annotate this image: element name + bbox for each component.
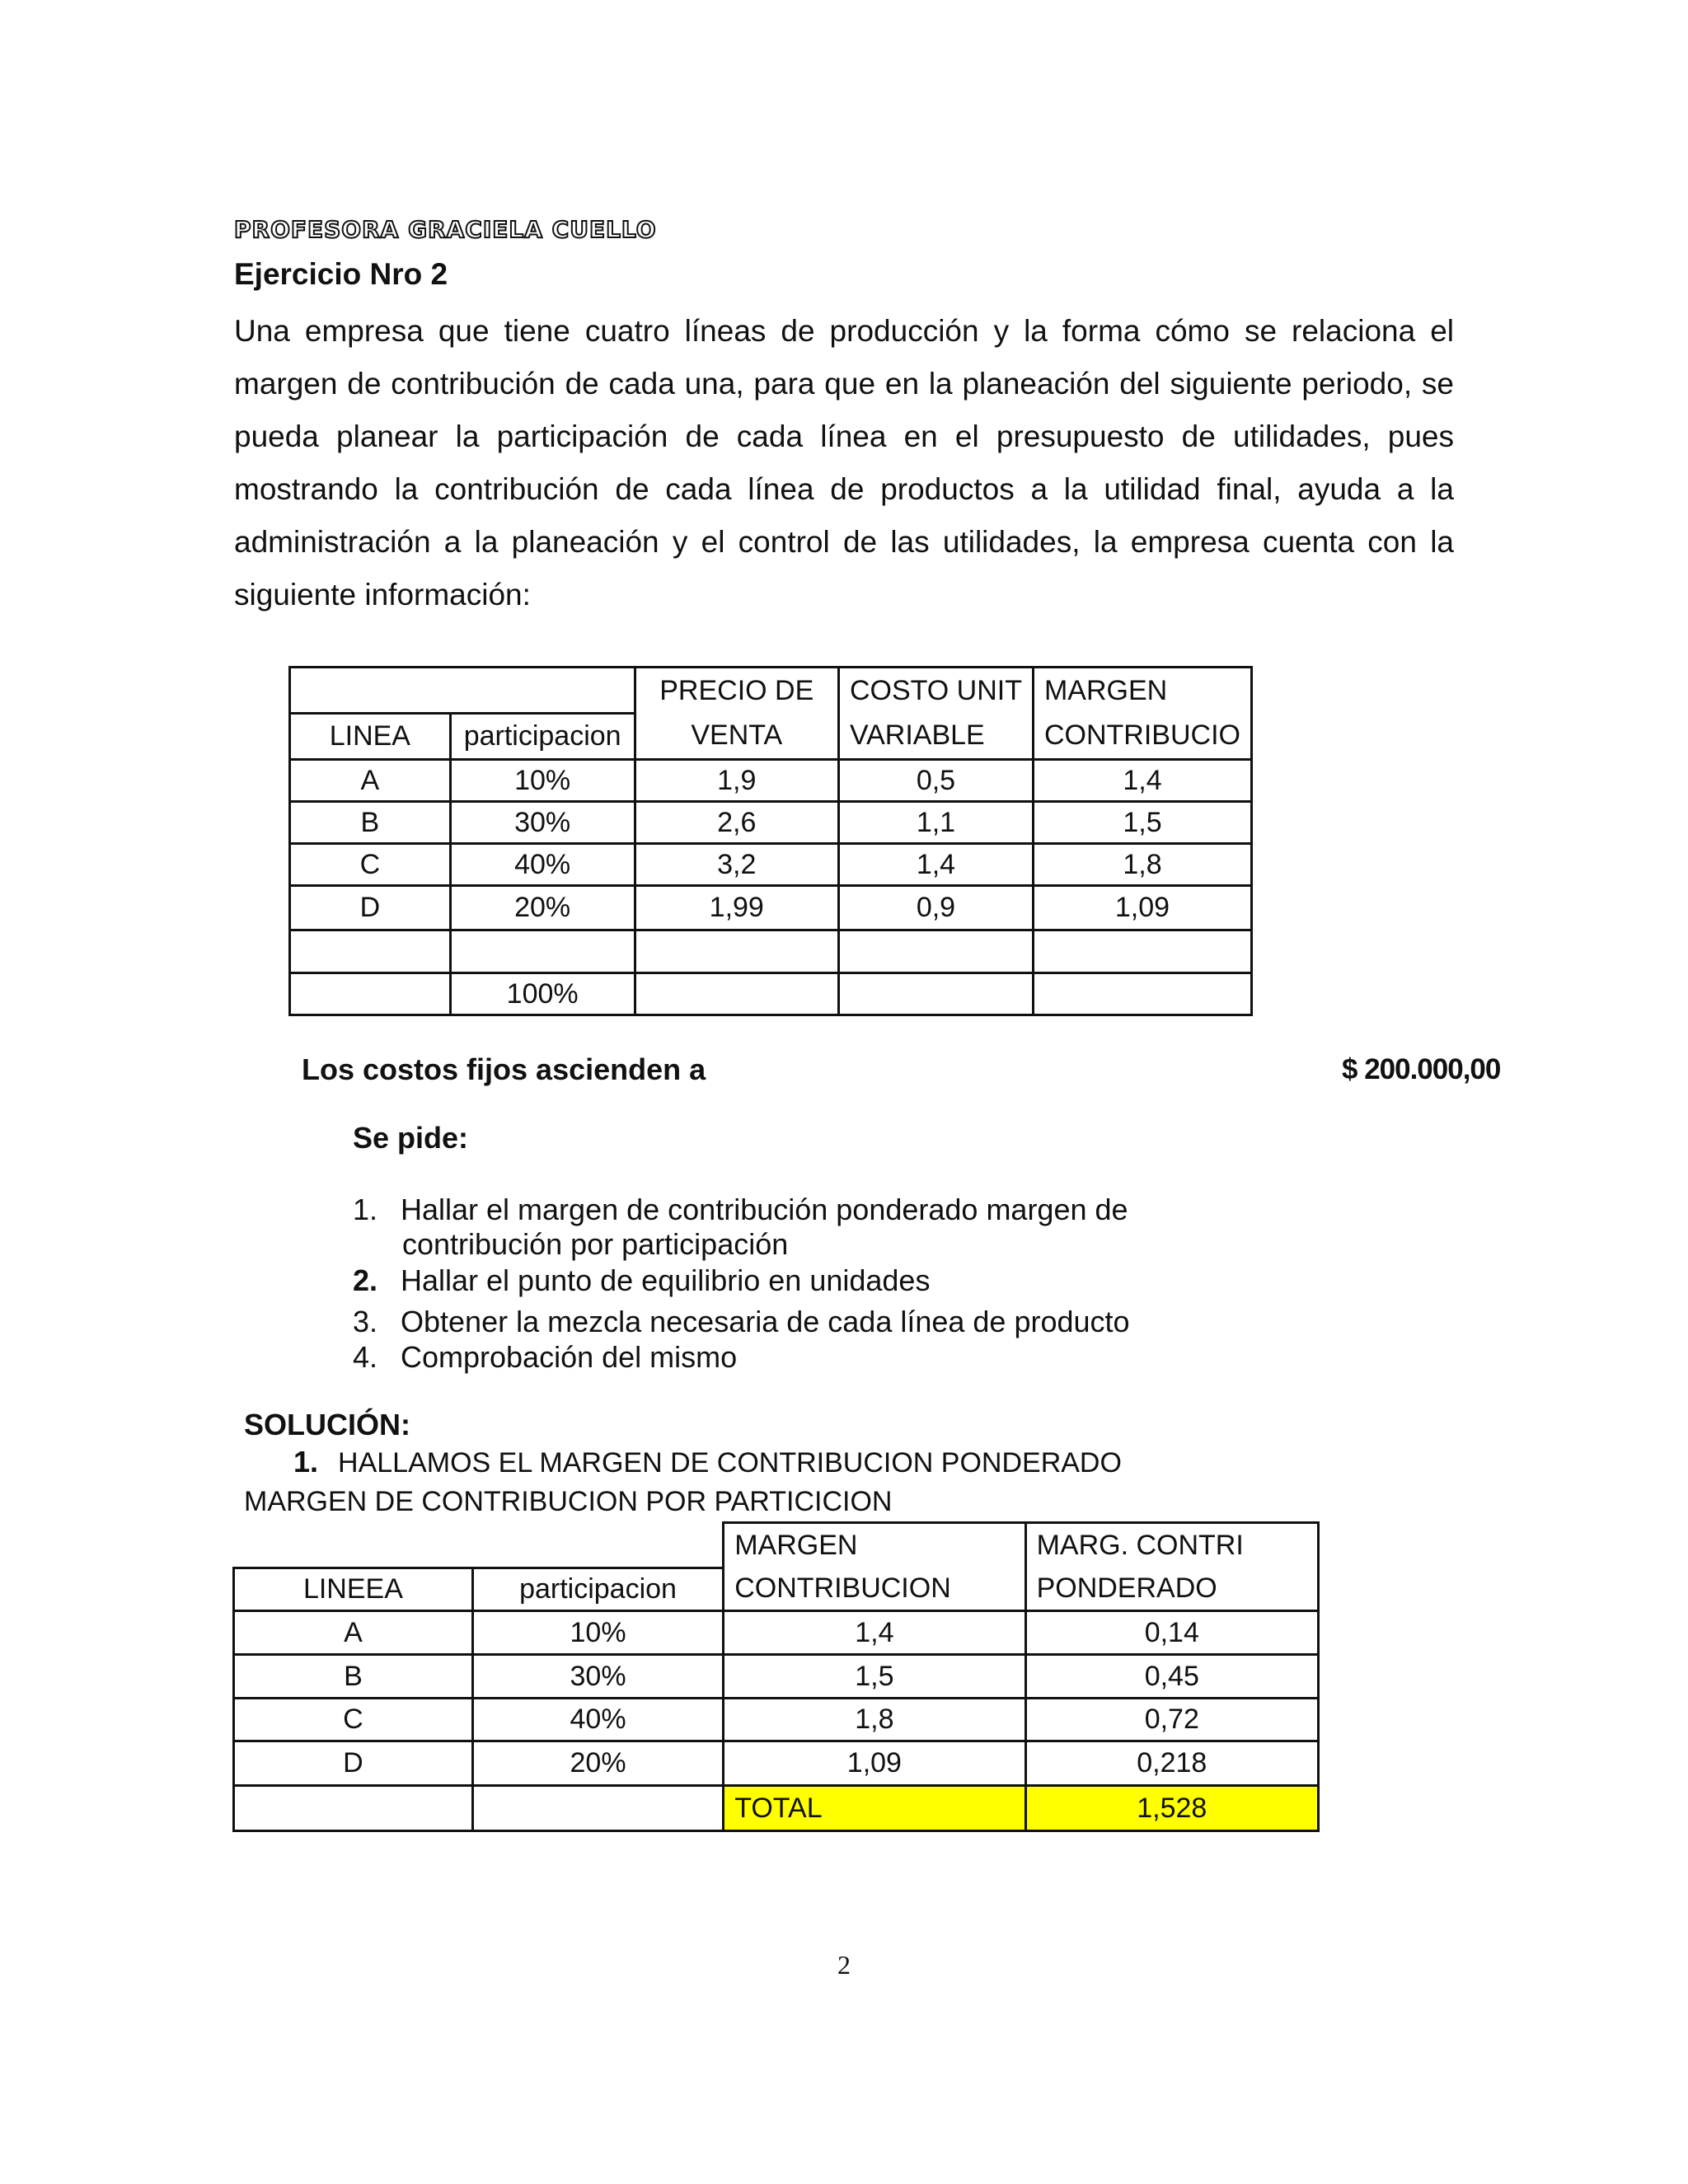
header-cell: LINEEA xyxy=(234,1568,473,1611)
table-cell: 1,9 xyxy=(635,760,838,802)
table-cell: B xyxy=(234,1655,473,1699)
requirement-item xyxy=(353,1305,1130,1339)
table-cell: A xyxy=(234,1611,473,1655)
table-header-row xyxy=(234,1523,1319,1568)
header-cell: participacion xyxy=(472,1568,723,1611)
requirement-number: 1. xyxy=(353,1193,378,1226)
table-cell: 1,4 xyxy=(838,844,1033,886)
header-cell: participacion xyxy=(450,714,635,760)
table-row xyxy=(290,886,1252,930)
table-cell: 0,9 xyxy=(838,886,1033,930)
table-cell xyxy=(635,930,838,973)
solution-step-1 xyxy=(293,1445,1122,1479)
table-cell: 1,8 xyxy=(1033,844,1251,886)
table-cell: 0,14 xyxy=(1025,1611,1318,1655)
page-number: 2 xyxy=(837,1950,851,1980)
intro-paragraph: Una empresa que tiene cuatro líneas de producción y la forma cómo se relaciona el margen de contribución de cada una, para que en la planeación del siguiente periodo, se pueda planear la participación de cada línea en el presupuesto de utilidades, pues mostrando la contribución de cada línea de productos a la utilidad final, ayuda a la administración a la planeación y el control de las utilidades, la empresa cuenta con la siguiente información: xyxy=(234,314,1454,612)
table-cell: 0,218 xyxy=(1025,1741,1318,1786)
table-cell: 20% xyxy=(450,886,635,930)
table-row xyxy=(290,930,1252,973)
table-cell xyxy=(290,930,451,973)
table-cell: 40% xyxy=(472,1699,723,1741)
requirement-text: Hallar el margen de contribución ponderado margen de xyxy=(401,1193,1128,1226)
product-lines-table xyxy=(288,666,1253,1016)
requirement-item xyxy=(353,1340,737,1375)
requirement-text: Obtener la mezcla necesaria de cada línea de producto xyxy=(401,1305,1130,1338)
table-cell: 0,72 xyxy=(1025,1699,1318,1741)
header-cell: LINEA xyxy=(290,714,451,760)
table-cell: 1,4 xyxy=(1033,760,1251,802)
table-cell xyxy=(838,973,1033,1015)
table-cell: 1,8 xyxy=(724,1699,1025,1741)
table-cell xyxy=(635,973,838,1015)
table-cell xyxy=(450,930,635,973)
header-cell: VARIABLE xyxy=(838,714,1033,760)
table-row xyxy=(290,760,1252,802)
table-cell: 1,09 xyxy=(724,1741,1025,1786)
requirement-continuation: contribución por participación xyxy=(402,1227,789,1261)
fixed-costs-value: $ 200.000,00 xyxy=(1342,1053,1501,1085)
requirement-number: 2. xyxy=(353,1263,378,1297)
step-text: HALLAMOS EL MARGEN DE CONTRIBUCION PONDERADO xyxy=(338,1447,1122,1479)
header-cell: MARG. CONTRI xyxy=(1025,1523,1318,1568)
table-cell: 1,5 xyxy=(724,1655,1025,1699)
solution-subtitle: MARGEN DE CONTRIBUCION POR PARTICICION xyxy=(244,1486,893,1517)
table-header-row xyxy=(234,1568,1319,1611)
header-cell: PONDERADO xyxy=(1025,1568,1318,1611)
table-cell: 1,5 xyxy=(1033,802,1251,844)
table-row xyxy=(290,844,1252,886)
table-row xyxy=(234,1611,1319,1655)
table-cell: 10% xyxy=(450,760,635,802)
header-cell: VENTA xyxy=(635,714,838,760)
header-cell xyxy=(234,1523,473,1568)
header-cell: COSTO UNIT xyxy=(838,668,1033,714)
header-cell xyxy=(290,668,451,714)
header-cell: CONTRIBUCION xyxy=(724,1568,1025,1611)
table-cell: 1,1 xyxy=(838,802,1033,844)
table-cell xyxy=(1033,930,1251,973)
table-cell: B xyxy=(290,802,451,844)
table-cell: A xyxy=(290,760,451,802)
table-header-row xyxy=(290,668,1252,714)
table-cell xyxy=(838,930,1033,973)
requirement-item xyxy=(353,1193,1128,1227)
table-cell xyxy=(472,1786,723,1831)
header-cell xyxy=(472,1523,723,1568)
table-cell: 3,2 xyxy=(635,844,838,886)
header-cell: MARGEN xyxy=(724,1523,1025,1568)
table-row xyxy=(234,1699,1319,1741)
table-cell: 20% xyxy=(472,1741,723,1786)
requirement-text: Hallar el punto de equilibrio en unidades xyxy=(401,1263,931,1297)
requirement-text: Comprobación del mismo xyxy=(401,1340,738,1374)
requirements-title: Se pide: xyxy=(353,1121,469,1155)
step-number: 1. xyxy=(293,1445,319,1479)
table-cell: 30% xyxy=(472,1655,723,1699)
table-cell: D xyxy=(290,886,451,930)
table-row xyxy=(234,1655,1319,1699)
table-cell xyxy=(290,973,451,1015)
table-cell: 40% xyxy=(450,844,635,886)
table-cell: 100% xyxy=(450,973,635,1015)
table-row xyxy=(234,1741,1319,1786)
header-cell: MARGEN xyxy=(1033,668,1251,714)
header-cell xyxy=(450,668,635,714)
table-total-row xyxy=(234,1786,1319,1831)
solution-title: SOLUCIÓN: xyxy=(244,1408,410,1441)
total-label: TOTAL xyxy=(724,1786,1025,1831)
requirement-item xyxy=(353,1263,930,1298)
total-value: 1,528 xyxy=(1025,1786,1318,1831)
weighted-margin-table xyxy=(232,1521,1320,1832)
requirement-number: 3. xyxy=(353,1305,378,1338)
table-cell: 0,5 xyxy=(838,760,1033,802)
table-row xyxy=(290,973,1252,1015)
fixed-costs-label: Los costos fijos ascienden a xyxy=(302,1052,706,1086)
table-cell: C xyxy=(234,1699,473,1741)
table-cell: 10% xyxy=(472,1611,723,1655)
header-cell: CONTRIBUCIO xyxy=(1033,714,1251,760)
table-cell: 1,4 xyxy=(724,1611,1025,1655)
table-header-row xyxy=(290,714,1252,760)
author-name: PROFESORA GRACIELA CUELLO xyxy=(234,216,657,243)
requirement-number: 4. xyxy=(353,1340,378,1374)
table-cell: 2,6 xyxy=(635,802,838,844)
table-cell xyxy=(1033,973,1251,1015)
table-cell: 1,09 xyxy=(1033,886,1251,930)
exercise-title: Ejercicio Nro 2 xyxy=(234,257,448,291)
table-cell: 30% xyxy=(450,802,635,844)
table-cell: C xyxy=(290,844,451,886)
table-cell: D xyxy=(234,1741,473,1786)
table-cell xyxy=(234,1786,473,1831)
table-row xyxy=(290,802,1252,844)
table-cell: 0,45 xyxy=(1025,1655,1318,1699)
header-cell: PRECIO DE xyxy=(635,668,838,714)
table-cell: 1,99 xyxy=(635,886,838,930)
